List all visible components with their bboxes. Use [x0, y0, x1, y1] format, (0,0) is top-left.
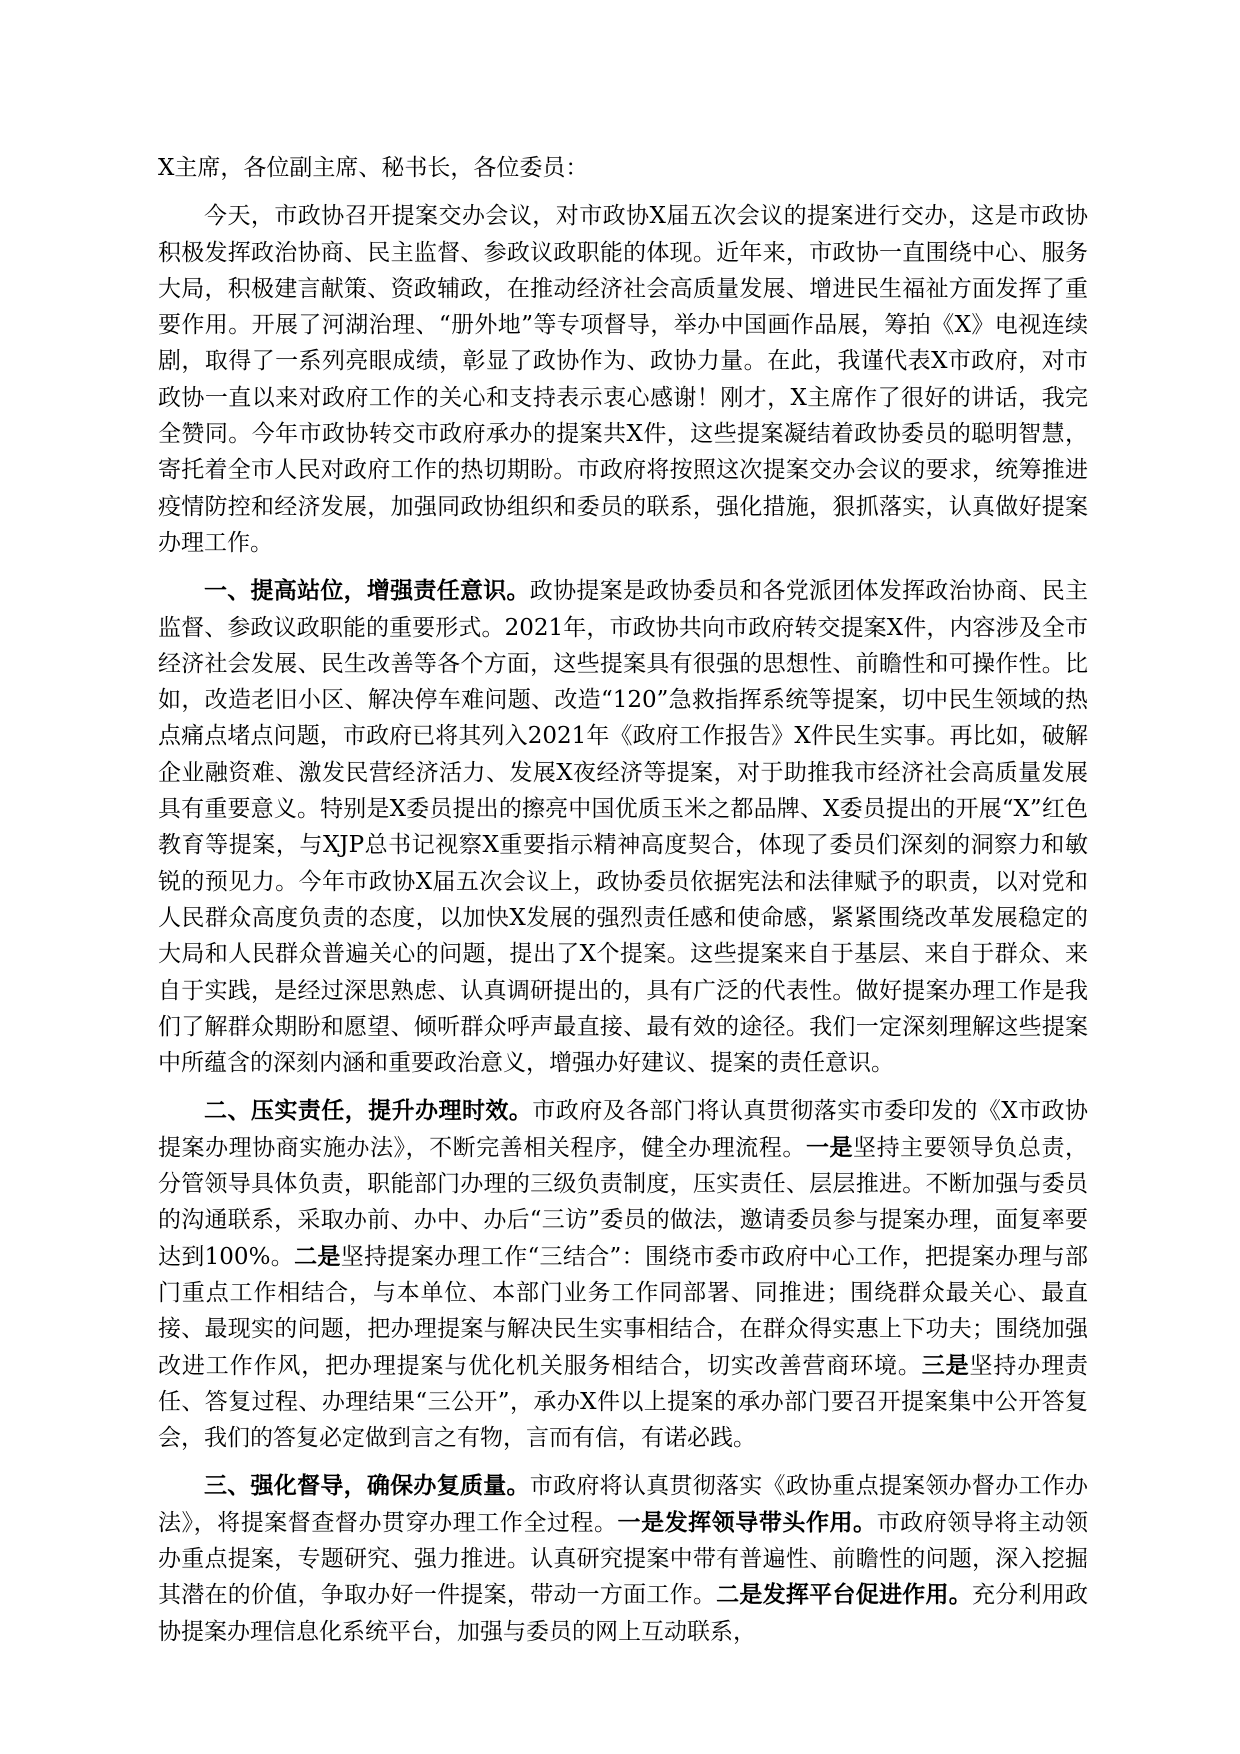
- section-2-marker-1: 一是: [805, 1133, 854, 1161]
- section-1-paragraph: [158, 573, 1088, 1081]
- section-3-marker-1: 一是发挥领导带头作用。: [617, 1508, 877, 1536]
- section-3-body-1: 市政府将认真贯彻落实《政协重点提案领办督办工作办法》，将提案督查督办贯穿办理工作全过程。: [158, 1473, 1089, 1536]
- section-3-body-3: 充分利用政协提案办理信息化系统平台，加强与委员的网上互动联系，: [158, 1582, 1089, 1645]
- section-2-body-4: 坚持办理责任、答复过程、办理结果“三公开”，承办X件以上提案的承办部门要召开提案集中公开答复会，我们的答复必定做到言之有物，言而有信，有诺必践。: [158, 1352, 1089, 1452]
- section-2-body-1: 市政府及各部门将认真贯彻落实市委印发的《X市政协提案办理协商实施办法》，不断完善相关程序，健全办理流程。: [158, 1098, 1089, 1161]
- section-2-heading: 二、压实责任，提升办理时效。: [204, 1097, 533, 1125]
- section-2-marker-3: 三是: [921, 1351, 970, 1379]
- section-3-marker-2: 二是发挥平台促进作用。: [716, 1581, 972, 1609]
- intro-paragraph: 今天，市政协召开提案交办会议，对市政协X届五次会议的提案进行交办，这是市政协积极发挥政治协商、民主监督、参政议政职能的体现。近年来，市政协一直围绕中心、服务大局，积极建言献策、资政辅政，在推动经济社会高质量发展、增进民生福祉方面发挥了重要作用。开展了河湖治理、“册外地”等专项督导，举办中国画作品展，筹拍《X》电视连续剧，取得了一系列亮眼成绩，彰显了政协作为、政协力量。在此，我谨代表X市政府，对市政协一直以来对政府工作的关心和支持表示衷心感谢！刚才，X主席作了很好的讲话，我完全赞同。今年市政协转交市政府承办的提案共X件，这些提案凝结着政协委员的聪明智慧，寄托着全市人民对政府工作的热切期盼。市政府将按照这次提案交办会议的要求，统筹推进疫情防控和经济发展，加强同政协组织和委员的联系，强化措施，狠抓落实，认真做好提案办理工作。: [158, 203, 1088, 556]
- salutation: X主席，各位副主席、秘书长，各位委员：: [158, 155, 589, 181]
- section-2-paragraph: [158, 1093, 1088, 1456]
- section-3-body-2: 市政府领导将主动领办重点提案，专题研究、强力推进。认真研究提案中带有普遍性、前瞻性的问题，深入挖掘其潜在的价值，争取办好一件提案，带动一方面工作。: [158, 1509, 1089, 1609]
- section-2-body-2: 坚持主要领导负总责，分管领导具体负责，职能部门办理的三级负责制度，压实责任、层层推进。不断加强与委员的沟通联系，采取办前、办中、办后“三访”委员的做法，邀请委员参与提案办理，面复率要达到100%。: [158, 1134, 1089, 1270]
- document-page: [158, 150, 1088, 1662]
- section-3-paragraph: [158, 1468, 1088, 1649]
- section-3-heading: 三、强化督导，确保办复质量。: [204, 1472, 530, 1500]
- section-1-heading: 一、提高站位，增强责任意识。: [204, 577, 530, 605]
- section-2-body-3: 坚持提案办理工作“三结合”：围绕市委市政府中心工作，把提案办理与部门重点工作相结合，与本单位、本部门业务工作同部署、同推进；围绕群众最关心、最直接、最现实的问题，把办理提案与解决民生实事相结合，在群众得实惠上下功夫；围绕加强改进工作作风，把办理提案与优化机关服务相结合，切实改善营商环境。: [158, 1243, 1088, 1379]
- section-1-body: 政协提案是政协委员和各党派团体发挥政治协商、民主监督、参政议政职能的重要形式。2021年，市政协共向市政府转交提案X件，内容涉及全市经济社会发展、民生改善等各个方面，这些提案具有很强的思想性、前瞻性和可操作性。比如，改造老旧小区、解决停车难问题、改造“120”急救指挥系统等提案，切中民生领域的热点痛点堵点问题，市政府已将其列入2021年《政府工作报告》X件民生实事。再比如，破解企业融资难、激发民营经济活力、发展X夜经济等提案，对于助推我市经济社会高质量发展具有重要意义。特别是X委员提出的擦亮中国优质玉米之都品牌、X委员提出的开展“X”红色教育等提案，与XJP总书记视察X重要指示精神高度契合，体现了委员们深刻的洞察力和敏锐的预见力。今年市政协X届五次会议上，政协委员依据宪法和法律赋予的职责，以对党和人民群众高度负责的态度，以加快X发展的强烈责任感和使命感，紧紧围绕改革发展稳定的大局和人民群众普遍关心的问题，提出了X个提案。这些提案来自于基层、来自于群众、来自于实践，是经过深思熟虑、认真调研提出的，具有广泛的代表性。做好提案办理工作是我们了解群众期盼和愿望、倾听群众呼声最直接、最有效的途径。我们一定深刻理解这些提案中所蕴含的深刻内涵和重要政治意义，增强办好建议、提案的责任意识。: [158, 578, 1089, 1077]
- section-2-marker-2: 二是: [294, 1242, 341, 1270]
